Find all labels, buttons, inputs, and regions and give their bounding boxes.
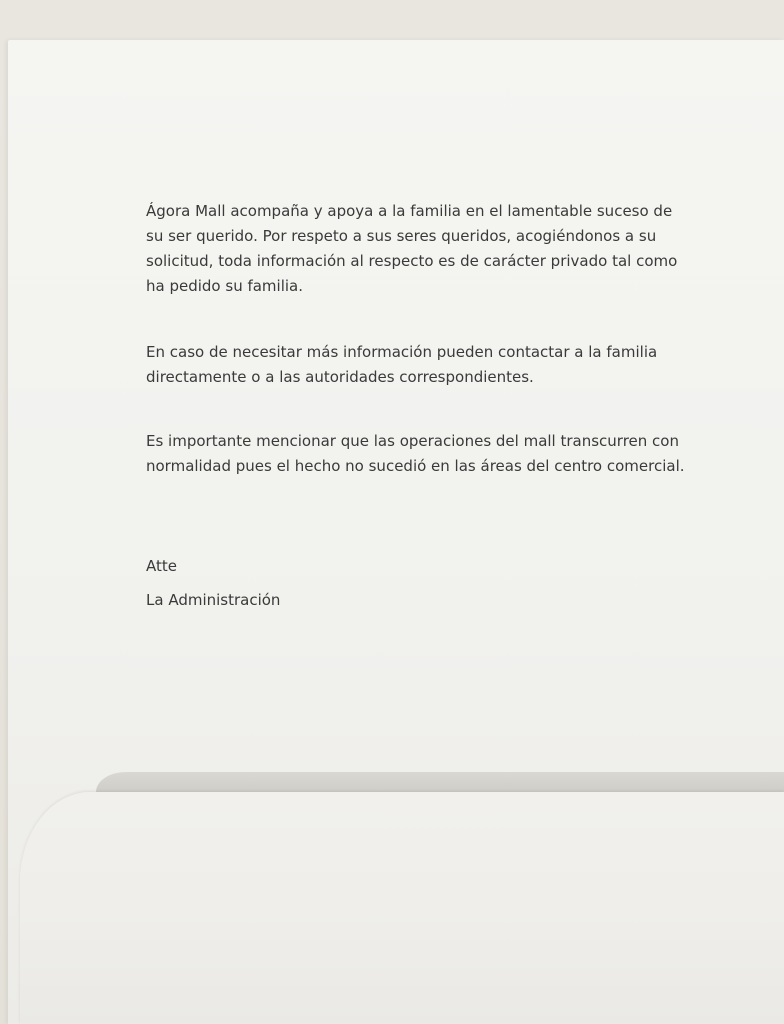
letter-body [146, 199, 686, 613]
closing: Atte [146, 557, 177, 575]
signature: La Administración [146, 591, 281, 609]
paragraph-condolence: Ágora Mall acompaña y apoya a la familia en el lamentable suceso de su ser querido. Por respeto a sus seres queridos, acogiéndonos a su solicitud, toda información al respecto es de carácter privado tal como ha pedido su familia. [146, 202, 678, 295]
paragraph-contact: En caso de necesitar más información pueden contactar a la familia directamente o a las autoridades correspondientes. [146, 343, 658, 386]
page-fold-flap [20, 792, 784, 1024]
paragraph-operations: Es importante mencionar que las operaciones del mall transcurren con normalidad pues el hecho no sucedió en las áreas del centro comercial. [146, 432, 685, 475]
